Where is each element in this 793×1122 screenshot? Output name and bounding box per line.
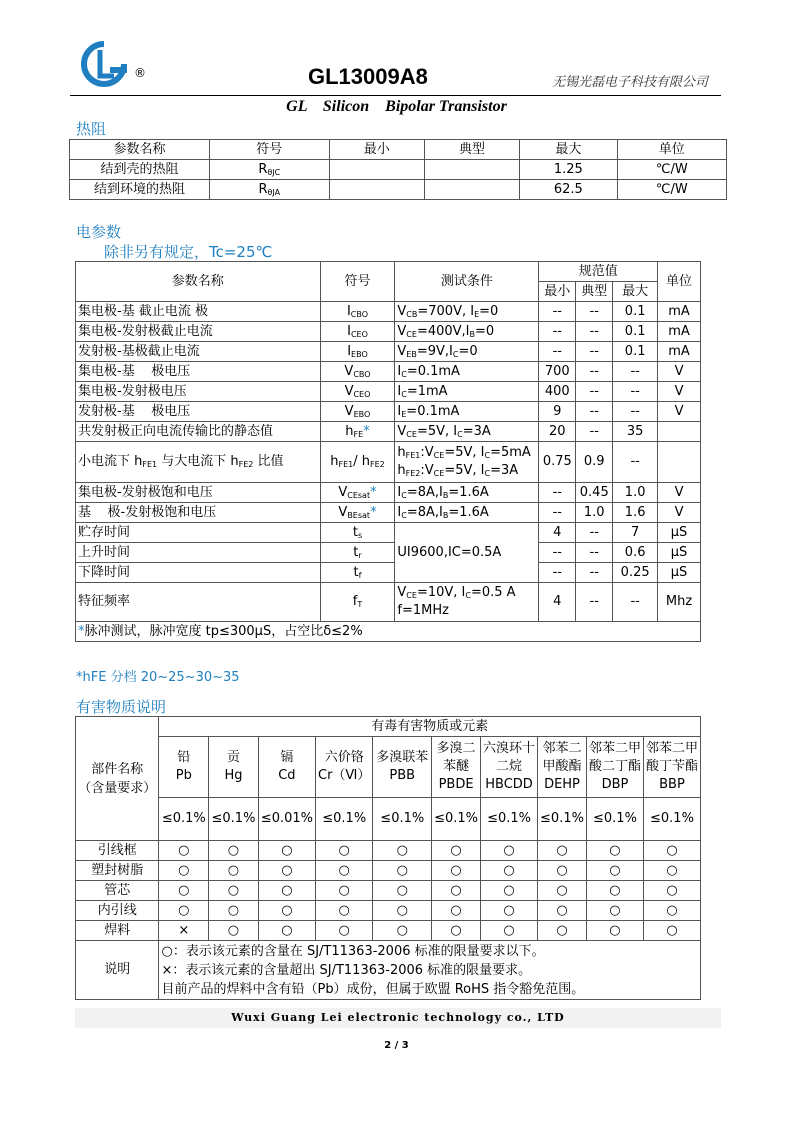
min-cell: -- (539, 342, 576, 362)
header-cell: 典型 (424, 140, 519, 160)
typ-cell: 0.9 (576, 442, 613, 483)
max-cell: 1.0 (613, 483, 658, 503)
unit-cell: Mhz (658, 583, 701, 622)
mark-cell: ○ (643, 881, 700, 901)
table-row (76, 543, 701, 563)
param-name: 集电极-基 极电压 (76, 362, 321, 382)
part-name: 管芯 (76, 881, 159, 901)
mark-cell: ○ (586, 861, 643, 881)
substance-header: 贡 Hg (209, 737, 259, 798)
limit-cell: ≤0.1% (373, 798, 432, 841)
mark-cell: × (159, 921, 209, 941)
header-cell: 参数名称 (76, 262, 321, 302)
group-header: 有毒有害物质或元素 (159, 717, 701, 737)
limit-cell: ≤0.1% (538, 798, 587, 841)
part-name: 引线框 (76, 841, 159, 861)
min-cell (329, 160, 424, 180)
mark-cell: ○ (481, 861, 538, 881)
electrical-table (75, 261, 701, 642)
substance-header: 铅 Pb (159, 737, 209, 798)
typ-cell: -- (576, 302, 613, 322)
unit-cell: V (658, 503, 701, 523)
param-name: 集电极-发射极饱和电压 (76, 483, 321, 503)
mark-cell: ○ (432, 881, 481, 901)
pulse-footnote: *脉冲测试，脉冲宽度 tp≤300μS，占空比δ≤2% (76, 622, 701, 642)
typ-cell: -- (576, 322, 613, 342)
unit-cell: V (658, 402, 701, 422)
param-name: 结到壳的热阻 (70, 160, 210, 180)
test-condition: $I_C=0.1mA$ (395, 362, 539, 382)
symbol-cell: $t_r$ (320, 543, 395, 563)
limit-cell: ≤0.1% (481, 798, 538, 841)
header-cell: 最大 (613, 282, 658, 302)
min-cell: 20 (539, 422, 576, 442)
symbol-cell: $R_{\theta JA}$ (209, 180, 329, 200)
symbol-cell: $t_f$ (320, 563, 395, 583)
limit-cell: ≤0.1% (316, 798, 373, 841)
part-number: GL13009A8 (308, 64, 428, 89)
symbol-cell: $V_{BEsat}*$ (320, 503, 395, 523)
table-header-row (76, 717, 701, 737)
mark-cell: ○ (316, 861, 373, 881)
mark-cell: ○ (481, 881, 538, 901)
param-name: 集电极-基 截止电流 极 (76, 302, 321, 322)
test-condition: $h_{FE1}:V_{CE}=5V$, $I_C=5mA$ $h_{FE2}:V_{CE}=5V$, $I_C=3A$ (395, 442, 539, 483)
mark-cell: ○ (209, 901, 259, 921)
typ-cell: 0.45 (576, 483, 613, 503)
footer-company: Wuxi Guang Lei electronic technology co., LTD (75, 1008, 721, 1028)
mark-cell: ○ (586, 881, 643, 901)
test-condition: $V_{CB}=700V$, $I_E=0$ (395, 302, 539, 322)
param-name: 小电流下 $h_{FE1}$ 与大电流下 $h_{FE2}$ 比值 (76, 442, 321, 483)
test-condition: $I_C=8A,I_B=1.6A$ (395, 483, 539, 503)
mark-cell: ○ (432, 861, 481, 881)
registered-mark: ® (134, 66, 146, 80)
table-row (76, 342, 701, 362)
substance-header: 邻苯二甲 酸丁苄酯 BBP (643, 737, 700, 798)
substance-header: 多溴联苯 PBB (373, 737, 432, 798)
typ-cell (424, 160, 519, 180)
min-cell (329, 180, 424, 200)
mark-cell: ○ (316, 841, 373, 861)
header-cell: 最小 (329, 140, 424, 160)
substance-header: 镉 Cd (258, 737, 315, 798)
table-row (76, 402, 701, 422)
test-condition: UI9600,IC=0.5A (395, 523, 539, 583)
unit-cell (658, 422, 701, 442)
typ-cell: -- (576, 382, 613, 402)
symbol-cell: $I_{CBO}$ (320, 302, 395, 322)
param-name: 共发射极正向电流传输比的静态值 (76, 422, 321, 442)
unit-cell: ℃/W (617, 160, 726, 180)
document-subtitle: GL Silicon Bipolar Transistor (286, 98, 507, 115)
limit-cell: ≤0.01% (258, 798, 315, 841)
typ-cell: -- (576, 563, 613, 583)
test-condition: $I_E=0.1mA$ (395, 402, 539, 422)
mark-cell: ○ (586, 921, 643, 941)
mark-cell: ○ (159, 901, 209, 921)
typ-cell: -- (576, 402, 613, 422)
mark-cell: ○ (538, 861, 587, 881)
header-cell: 最小 (539, 282, 576, 302)
limit-cell: ≤0.1% (586, 798, 643, 841)
mark-cell: ○ (159, 881, 209, 901)
test-condition: $I_C=1mA$ (395, 382, 539, 402)
typ-cell: -- (576, 543, 613, 563)
max-cell: -- (613, 583, 658, 622)
footnote-row (76, 622, 701, 642)
thermal-table (69, 139, 727, 200)
symbol-cell: $I_{EBO}$ (320, 342, 395, 362)
test-condition: $V_{CE}=10V$, $I_C=0.5$ A f=1MHz (395, 583, 539, 622)
table-row (76, 841, 701, 861)
explain-text: ○：表示该元素的含量在 SJ/T11363-2006 标准的限量要求以下。 ×：表示该元素的含量超出 SJ/T11363-2006 标准的限量要求。 目前产品的焊料中含有铅（Pb）成份，但属于欧盟 RoHS 指令豁免范围。 (159, 941, 701, 1000)
table-header-row (76, 262, 701, 282)
table-row (76, 881, 701, 901)
max-cell: -- (613, 402, 658, 422)
typ-cell: -- (576, 342, 613, 362)
mark-cell: ○ (643, 841, 700, 861)
unit-cell: ℃/W (617, 180, 726, 200)
min-cell: 0.75 (539, 442, 576, 483)
mark-cell: ○ (209, 841, 259, 861)
mark-cell: ○ (643, 901, 700, 921)
max-cell: 0.6 (613, 543, 658, 563)
table-row (70, 180, 727, 200)
param-name: 集电极-发射极截止电流 (76, 322, 321, 342)
mark-cell: ○ (373, 861, 432, 881)
max-cell: 0.1 (613, 302, 658, 322)
min-cell: -- (539, 322, 576, 342)
typ-cell: -- (576, 583, 613, 622)
symbol-cell: $h_{FE1}/$ $h_{FE2}$ (320, 442, 395, 483)
electrical-condition: 除非另有规定，Tc=25℃ (104, 243, 273, 261)
header-rule (70, 95, 721, 96)
param-name: 特征频率 (76, 583, 321, 622)
explain-row (76, 941, 701, 1000)
header-cell: 典型 (576, 282, 613, 302)
substance-header: 六价铬 Cr（Ⅵ） (316, 737, 373, 798)
mark-cell: ○ (586, 901, 643, 921)
limit-cell: ≤0.1% (209, 798, 259, 841)
max-cell: -- (613, 382, 658, 402)
mark-cell: ○ (481, 921, 538, 941)
mark-cell: ○ (258, 901, 315, 921)
max-cell: 62.5 (520, 180, 617, 200)
min-cell: 400 (539, 382, 576, 402)
max-cell: 1.6 (613, 503, 658, 523)
max-cell: 0.25 (613, 563, 658, 583)
unit-cell: V (658, 483, 701, 503)
min-cell: 4 (539, 583, 576, 622)
part-name: 内引线 (76, 901, 159, 921)
min-cell: -- (539, 503, 576, 523)
symbol-cell: $R_{\theta JC}$ (209, 160, 329, 180)
thermal-section-title: 热阻 (76, 120, 107, 138)
min-cell: -- (539, 563, 576, 583)
table-row (76, 901, 701, 921)
substance-header: 邻苯二 甲酸酯 DEHP (538, 737, 587, 798)
table-row (76, 422, 701, 442)
header-cell: 单位 (617, 140, 726, 160)
unit-cell: μS (658, 523, 701, 543)
symbol-cell: $V_{CEsat}*$ (320, 483, 395, 503)
mark-cell: ○ (481, 901, 538, 921)
max-cell: 0.1 (613, 322, 658, 342)
mark-cell: ○ (316, 881, 373, 901)
test-condition: $V_{EB}=9V,I_C=0$ (395, 342, 539, 362)
param-name: 下降时间 (76, 563, 321, 583)
table-row (76, 503, 701, 523)
table-row (76, 523, 701, 543)
header-cell: 规范值 (539, 262, 658, 282)
param-name: 发射极-基 极电压 (76, 402, 321, 422)
table-row (76, 921, 701, 941)
unit-cell: μS (658, 543, 701, 563)
table-row (76, 861, 701, 881)
param-name: 结到环境的热阻 (70, 180, 210, 200)
unit-cell: V (658, 362, 701, 382)
param-name: 基 极-发射极饱和电压 (76, 503, 321, 523)
unit-cell (658, 442, 701, 483)
mark-cell: ○ (258, 921, 315, 941)
symbol-cell: $f_T$ (320, 583, 395, 622)
symbol-cell: $V_{CEO}$ (320, 382, 395, 402)
header-cell: 单位 (658, 262, 701, 302)
limit-cell: ≤0.1% (643, 798, 700, 841)
symbol-cell: $V_{EBO}$ (320, 402, 395, 422)
substance-header: 六溴环十 二烷 HBCDD (481, 737, 538, 798)
mark-cell: ○ (643, 921, 700, 941)
substance-header: 多溴二 苯醚 PBDE (432, 737, 481, 798)
table-row (76, 382, 701, 402)
limit-cell: ≤0.1% (159, 798, 209, 841)
mark-cell: ○ (209, 861, 259, 881)
typ-cell: -- (576, 523, 613, 543)
table-row (76, 322, 701, 342)
limit-cell: ≤0.1% (432, 798, 481, 841)
typ-cell (424, 180, 519, 200)
unit-cell: V (658, 382, 701, 402)
table-header-row (70, 140, 727, 160)
typ-cell: -- (576, 362, 613, 382)
company-logo (80, 40, 128, 88)
unit-cell: mA (658, 342, 701, 362)
page-number: 2 / 3 (384, 1040, 409, 1051)
min-cell: 4 (539, 523, 576, 543)
unit-cell: μS (658, 563, 701, 583)
table-row (76, 583, 701, 622)
max-cell: -- (613, 442, 658, 483)
company-name: 无锡光磊电子科技有限公司 (552, 75, 709, 90)
param-name: 贮存时间 (76, 523, 321, 543)
table-row (76, 442, 701, 483)
table-row (76, 362, 701, 382)
typ-cell: -- (576, 422, 613, 442)
header-cell: 参数名称 (70, 140, 210, 160)
table-row (76, 483, 701, 503)
mark-cell: ○ (316, 901, 373, 921)
max-cell: 1.25 (520, 160, 617, 180)
min-cell: 700 (539, 362, 576, 382)
mark-cell: ○ (643, 861, 700, 881)
mark-cell: ○ (432, 841, 481, 861)
header-cell: 最大 (520, 140, 617, 160)
param-name: 发射极-基极截止电流 (76, 342, 321, 362)
hazard-section-title: 有害物质说明 (76, 698, 167, 716)
param-name: 上升时间 (76, 543, 321, 563)
mark-cell: ○ (159, 841, 209, 861)
mark-cell: ○ (159, 861, 209, 881)
mark-cell: ○ (373, 901, 432, 921)
explain-label: 说明 (76, 941, 159, 1000)
part-name: 塑封树脂 (76, 861, 159, 881)
mark-cell: ○ (373, 841, 432, 861)
mark-cell: ○ (316, 921, 373, 941)
mark-cell: ○ (209, 921, 259, 941)
symbol-cell: $V_{CBO}$ (320, 362, 395, 382)
unit-cell: mA (658, 322, 701, 342)
mark-cell: ○ (481, 841, 538, 861)
test-condition: $V_{CE}=400V,I_B=0$ (395, 322, 539, 342)
substance-header-row (76, 737, 701, 798)
hazard-table (75, 716, 701, 1000)
min-cell: -- (539, 483, 576, 503)
mark-cell: ○ (373, 881, 432, 901)
mark-cell: ○ (432, 921, 481, 941)
typ-cell: 1.0 (576, 503, 613, 523)
test-condition: $V_{CE}=5V$, $I_C=3A$ (395, 422, 539, 442)
max-cell: 0.1 (613, 342, 658, 362)
table-row (70, 160, 727, 180)
mark-cell: ○ (258, 881, 315, 901)
symbol-cell: $I_{CEO}$ (320, 322, 395, 342)
param-name: 集电极-发射极电压 (76, 382, 321, 402)
table-row (76, 563, 701, 583)
symbol-cell: $t_s$ (320, 523, 395, 543)
mark-cell: ○ (373, 921, 432, 941)
mark-cell: ○ (432, 901, 481, 921)
header-cell: 测试条件 (395, 262, 539, 302)
header-cell: 符号 (320, 262, 395, 302)
mark-cell: ○ (538, 881, 587, 901)
mark-cell: ○ (538, 921, 587, 941)
mark-cell: ○ (209, 881, 259, 901)
test-condition: $I_C=8A,I_B=1.6A$ (395, 503, 539, 523)
mark-cell: ○ (258, 841, 315, 861)
min-cell: -- (539, 543, 576, 563)
min-cell: -- (539, 302, 576, 322)
mark-cell: ○ (538, 901, 587, 921)
mark-cell: ○ (586, 841, 643, 861)
max-cell: 7 (613, 523, 658, 543)
substance-header: 邻苯二甲 酸二丁酯 DBP (586, 737, 643, 798)
mark-cell: ○ (258, 861, 315, 881)
limit-row (76, 798, 701, 841)
symbol-cell: $h_{FE}*$ (320, 422, 395, 442)
mark-cell: ○ (538, 841, 587, 861)
part-header: 部件名称 （含量要求） (76, 717, 159, 841)
max-cell: -- (613, 362, 658, 382)
min-cell: 9 (539, 402, 576, 422)
max-cell: 35 (613, 422, 658, 442)
hfe-bins-note: *hFE 分档 20~25~30~35 (76, 670, 240, 685)
unit-cell: mA (658, 302, 701, 322)
header-cell: 符号 (209, 140, 329, 160)
electrical-section-title: 电参数 (76, 223, 122, 241)
table-row (76, 302, 701, 322)
part-name: 焊料 (76, 921, 159, 941)
